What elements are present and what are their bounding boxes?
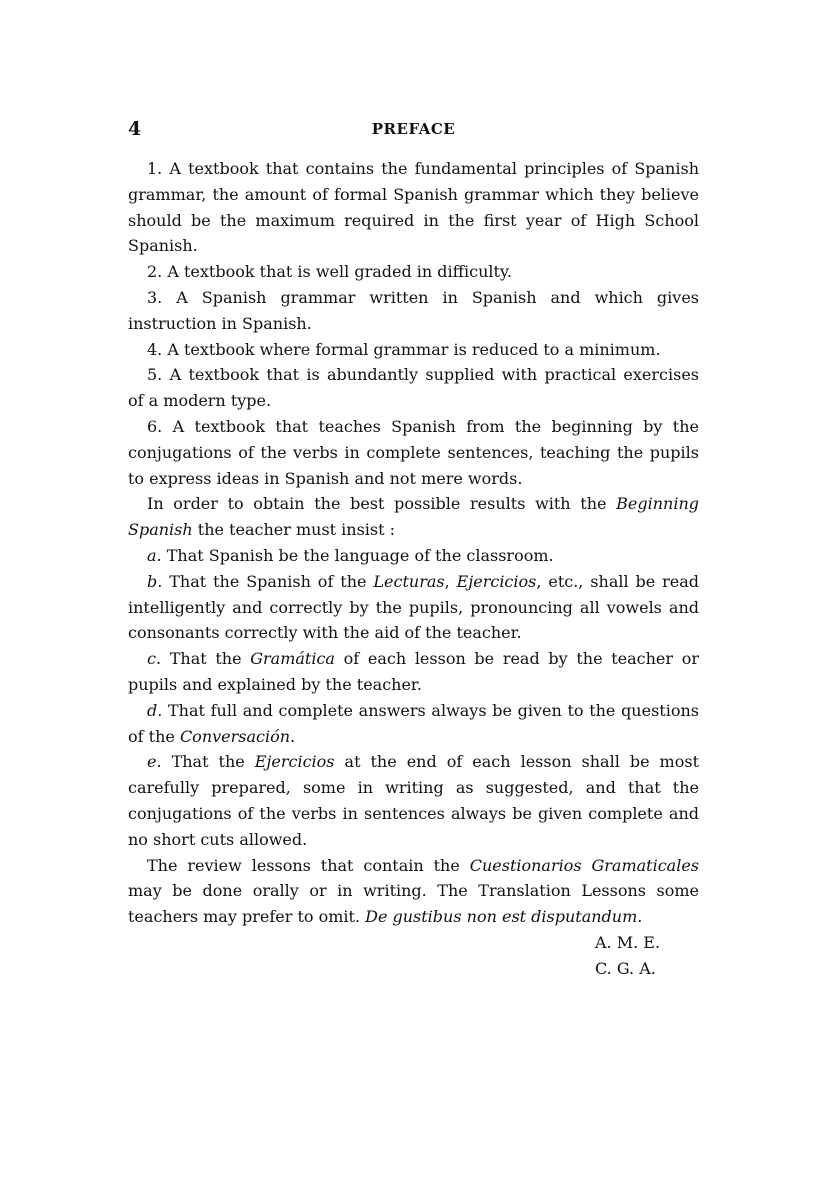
book-title: Beginning Spanish bbox=[128, 494, 699, 540]
item-number: 2. bbox=[147, 262, 163, 282]
rule-label: a. bbox=[147, 545, 162, 565]
item-number: 4. bbox=[147, 339, 163, 359]
item-text: A textbook that is abundantly supplied with practical exercises of a modern type. bbox=[128, 365, 699, 411]
list-item bbox=[128, 337, 699, 363]
rule-c: c. That the Gramática of each lesson be read by the teacher or pupils and explained by the teacher. bbox=[128, 649, 699, 694]
page bbox=[128, 118, 699, 982]
preface-body bbox=[128, 156, 699, 930]
latin-phrase: De gustibus non est disputandum. bbox=[365, 907, 643, 927]
signature-initials: A. M. E. bbox=[595, 932, 661, 952]
rule-label: e. bbox=[147, 752, 162, 772]
list-item bbox=[128, 259, 699, 285]
item-text: A textbook that teaches Spanish from the beginning by the conjugations of the verbs in complete sentences, teaching the pupils to express ideas in Spanish and not mere words. bbox=[128, 416, 699, 488]
rule-label: c. bbox=[147, 649, 162, 669]
item-text: A textbook where formal grammar is reduced to a minimum. bbox=[167, 339, 661, 359]
rule-d: d. That full and complete answers always be given to the questions of the Conversación. bbox=[128, 700, 699, 746]
item-number: 3. bbox=[147, 287, 163, 307]
rule-a: a. That Spanish be the language of the classroom. bbox=[147, 545, 554, 565]
signature-initials: C. G. A. bbox=[595, 958, 656, 978]
rule-label: d. bbox=[147, 700, 163, 720]
insist-paragraph: In order to obtain the best possible results with the Beginning Spanish the teacher must insist : bbox=[128, 494, 699, 540]
item-text: A textbook that contains the fundamental principles of Spanish grammar, the amount of formal Spanish grammar which they believe should be the maximum required in the first year of High School Spanish. bbox=[128, 159, 699, 256]
item-text: A Spanish grammar written in Spanish and which gives instruction in Spanish. bbox=[128, 287, 699, 333]
item-number: 6. bbox=[147, 416, 163, 436]
list-item bbox=[128, 285, 699, 337]
item-number: 1. bbox=[147, 159, 163, 178]
item-text: A textbook that is well graded in difficulty. bbox=[167, 262, 512, 282]
list-item bbox=[128, 156, 699, 259]
rule-label: b. bbox=[147, 571, 163, 591]
list-item bbox=[128, 414, 699, 491]
rule-e: e. That the Ejercicios at the end of each lesson shall be most carefully prepared, some in writing as suggested, and that the conjugations of the verbs in sentences always be given complete and no short cuts allowed. bbox=[128, 752, 699, 849]
list-item bbox=[128, 362, 699, 414]
running-title: PREFACE bbox=[371, 120, 456, 138]
signatures bbox=[128, 930, 699, 982]
rule-b: b. That the Spanish of the Lecturas, Ejercicios, etc., shall be read intelligently and correctly by the pupils, pronouncing all vowels and consonants correctly with the aid of the teacher. bbox=[128, 571, 700, 643]
item-number: 5. bbox=[147, 365, 163, 385]
review-paragraph: The review lessons that contain the Cuestionarios Gramaticales may be done orally or in writing. The Translation Lessons some teachers may prefer to omit. De gustibus non est disputandum. bbox=[128, 855, 700, 927]
page-header bbox=[128, 118, 699, 144]
page-number: 4 bbox=[128, 118, 142, 140]
